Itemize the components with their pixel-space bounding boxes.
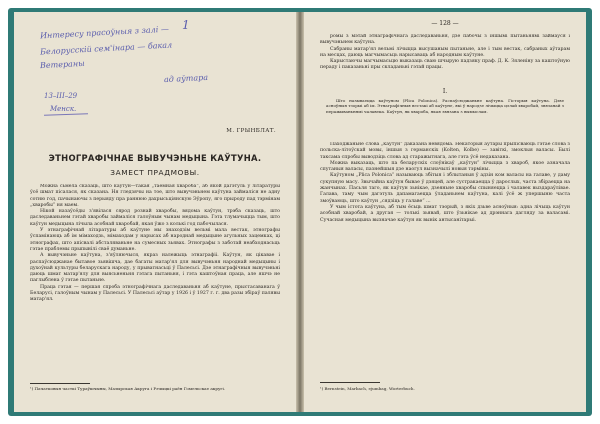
right-footnote: ¹) Bernstein, Marbach, ejumbag, Worterbuch. bbox=[320, 386, 415, 391]
paragraph: У чым істота каўтуна, аб тым ёсьць шмат тэорый, з якіх дзьве асноўныя: адна лічыць каўтун асобнай хваробай, а другая — толькі зьявай, што ўзьнікае ад дрэннага дагляду за валасамі. Сучасная медыцына вызначае каўтун як вынік антысанітарыі. bbox=[320, 204, 570, 223]
book-spine bbox=[296, 12, 304, 412]
open-book bbox=[8, 8, 592, 416]
footnote-divider bbox=[30, 383, 90, 384]
article-title: ЭТНОГРАФІЧНАЕ ВЫВУЧЭНЬНЕ КАЎТУНА. bbox=[48, 153, 262, 163]
handwritten-underline bbox=[44, 113, 88, 116]
paragraph: Можна выказаць, што па беларускіх слоўнікаў „каўтун“ лічыцца з хвароб, якое азначала спутаныя валасы, пазнейшыя дзе наогул вызначылі новыя тэрміны. bbox=[320, 160, 570, 173]
paragraph: Праца гэтая — першая спроба этнографічнага даследаваньня аб каўтуне, прыстасаванага ў Беларусі, галоўным чынам у Палесьсі. У Палесьсі аўтар у 1926 і ў 1927 г. г. два разы збіраў палявы матар'ял. bbox=[30, 284, 280, 303]
section-number: I. bbox=[442, 88, 448, 95]
handwritten-date: 13–III–29 bbox=[44, 92, 78, 100]
footnote-divider bbox=[320, 382, 380, 383]
handwritten-number: 1 bbox=[182, 18, 190, 32]
article-subtitle: ЗАМЕСТ ПРАДМОВЫ. bbox=[110, 168, 200, 177]
paragraph: У этнаграфічнай літаратуры аб каўтуне мы знаходзім вельмі мала вестак, этнографы ўспамінаюць аб ім мімаходзь, мімаходам у нарысах аб народнай медыцыне агульных зацемках, ці этнографах, што апісвалі абсталяваньне на сумесных зьявах. Этнографы з заботай неабходнасьць гэтае праблемы прыпынілі сваё думаньне. bbox=[30, 228, 280, 252]
right-body-text bbox=[320, 142, 570, 378]
page-number: — 128 — bbox=[431, 20, 459, 27]
paragraph: Каўтуном „Plica Polonica“ называюць збітыя і зблытаныя ў адзін ком валасы на галаве, у даму сукупную масу. Звычайна каўтун бывае ў дзяцей, але сустракаецца ў дарослых, часта збіраецца на жанчынах. Пасьля таго, як каўтун зьнікае, дзеяньне хваробы спыняецца і чалавек выздараўлівае. Галава, таму чым дагэтуль дапамагаецца ўладаньнем каўтуна, калі ўсё ж упершыню часта змоўваюць, што каўтун „сядзіць у галаве“ ... bbox=[320, 173, 570, 204]
author-name: М. ГРЫНБЛАТ. bbox=[226, 128, 276, 134]
paragraph: А вывучэньне каўтуна, з'яўляючыся, якраз належыць этнаграфіі. Каўтун, як цікавае і распаўсюджанае бытавое зьявішча, дае багаты матар'ял для вывучэньня народнай медыцыны і духоўнай культуры беларускага народу, у прыватнасьці ў Палесьсі. Дзе этнаграфічныя вывучэньні даюць шмат матар'ялу для выясьненьня гэтага пытаньня, і гэта каштоўная праца, але яшчэ не паглыблена ў гэтае пытаньне. bbox=[30, 253, 280, 284]
handwritten-line-1: Интересу прасоўныя з залі — bbox=[39, 24, 170, 41]
right-page bbox=[304, 12, 586, 412]
paragraph: Нікой назаўсёды з'явілася сярод рознай хваробы, вядома каўтун, трэба сказаць, што даследаваньнем гэтай хваробы займаліся галоўным чынам медыцына. Гэта тлумачыцца тым, што каўтун медыцына лічыла асобнай хваробай, якая ўжо з колькі год пабочылася. bbox=[30, 209, 280, 227]
paragraph: Паходжаньне слова „каўтун“ даказана невядома. Некаторыя аўтары прыпісваюць гэтае слова з польска-літоўскай мовы, іншыя з германскіх (Kolten, Kolbe) — завіткі, змоклыя валасы. Былі таксама спробы выводзіць слова ад старажытнага, але гэта ўсё недаказана. bbox=[320, 142, 570, 160]
handwritten-line-3: Ветераны bbox=[39, 58, 85, 71]
left-footnote: ¹) Пачатковыя часткі Тураўшчыны, Мазырская Акруга і Рэчыцкі раён Гомельскае акругі. bbox=[30, 386, 226, 391]
paragraph: Сабраны матар'ял вельмі лічыцца высушаным пытаньне, але і тым вестак, сабраных аўтарам на месцах, даюць магчымасьць нарысаваць аб народным каўтуне. bbox=[320, 46, 570, 58]
section-summary bbox=[326, 98, 564, 132]
handwritten-place: Менск. bbox=[50, 105, 77, 113]
paragraph: ромы з мэтай этнаграфічнага даследаваньня, дзе пабочы з іншымі пытаньнямі займаўся і вывучэньнем каўтуна. bbox=[320, 34, 570, 46]
left-page bbox=[14, 12, 296, 412]
right-top-text bbox=[320, 34, 570, 80]
paragraph: Што называецца каўтуном (Plica Polonica). Распаўсюджаньне каўтуна. Гісторыя каўтуна. Дзве асноўныя тэорыі аб ім. Этнаграфічныя вестакі аб каўтуне, які ў народзе лічыцца цэлай хваробай, звязанай з перажываньнямі чалавека. Каўтун, як хвароба, якая звязана з вымыслам. bbox=[326, 98, 564, 114]
handwritten-line-2: Белорусскій сем'інара — бакал bbox=[39, 40, 173, 57]
paragraph: Карыстаючы магчымасьцю выказаць сваю шчырую падзяку праф. Д. К. Зяленіну за каштоўную пераду і паказаньні пры складаньні гэтай працы. bbox=[320, 59, 570, 71]
paragraph: Можна сьмела сказаць, што каўтун—такая „таёмная хвароба“, аб якой дагэтуль у літаратуры ўсё шмат пісалася, як сказана. Ня гледзячы на тое, што вывучэньнем каўтуна займаліся не адну сотню год, пачынаючы з перыяду пра раннюю дахрысьціянскую Эўропу, яго прыроду пад тэрмінам „хваробы“ ня маем. bbox=[30, 184, 280, 208]
left-body-text bbox=[30, 184, 280, 380]
handwritten-line-4: ад аўтара bbox=[163, 72, 209, 85]
